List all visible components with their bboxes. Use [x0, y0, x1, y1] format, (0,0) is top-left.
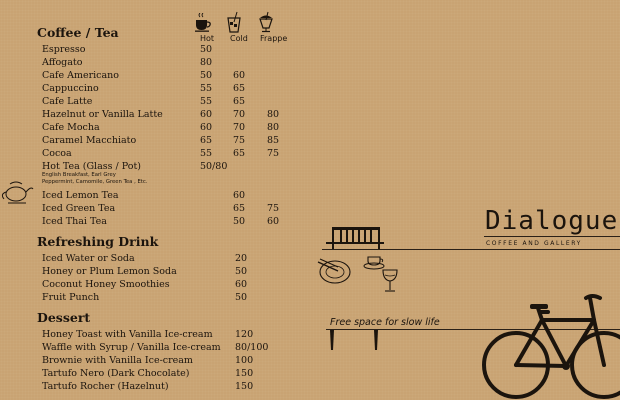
price-frappe: 75	[267, 203, 280, 214]
menu-item-name: Iced Water or Soda	[42, 253, 135, 264]
menu-item-name: Iced Lemon Tea	[42, 190, 119, 201]
menu-item-name: Waffle with Syrup / Vanilla Ice-cream	[42, 342, 221, 353]
menu-item-name: Cappuccino	[42, 83, 99, 94]
price-hot: 65	[200, 135, 213, 146]
teapot-icon	[0, 178, 34, 208]
menu-item-name: Fruit Punch	[42, 292, 100, 303]
hot-cup-icon	[193, 13, 213, 33]
bench-icon	[326, 225, 384, 250]
menu-item-name: Cafe Americano	[42, 70, 119, 81]
menu-item-name: Brownie with Vanilla Ice-cream	[42, 355, 193, 366]
menu-item-name: Hot Tea (Glass / Pot)	[42, 161, 141, 172]
section-heading: Refreshing Drink	[37, 234, 159, 249]
price-cold: 65	[233, 96, 246, 107]
tagline: Free space for slow life	[330, 317, 440, 328]
price-frappe: 75	[267, 148, 280, 159]
price-price: 120	[235, 329, 254, 340]
price-frappe: 85	[267, 135, 280, 146]
menu-item-name: Iced Green Tea	[42, 203, 116, 214]
menu-item-name: Cafe Latte	[42, 96, 93, 107]
price-price: 150	[235, 368, 254, 379]
price-hot: 55	[200, 96, 213, 107]
price-price: 150	[235, 381, 254, 392]
menu-item-name: Cocoa	[42, 148, 72, 159]
iced-glass-icon	[225, 11, 243, 33]
price-hot: 50/80	[200, 161, 228, 172]
price-price: 60	[235, 279, 248, 290]
section-heading: Dessert	[37, 310, 91, 325]
price-hot: 50	[200, 44, 213, 55]
menu-item-name: Honey or Plum Lemon Soda	[42, 266, 177, 277]
section-heading: Coffee / Tea	[37, 25, 119, 40]
price-hot: 60	[200, 109, 213, 120]
menu-item-name: Coconut Honey Smoothies	[42, 279, 170, 290]
price-price: 100	[235, 355, 254, 366]
menu-item-name: Honey Toast with Vanilla Ice-cream	[42, 329, 213, 340]
price-cold: 60	[233, 70, 246, 81]
menu-item-name: Affogato	[42, 57, 83, 68]
wine-glass-icon	[380, 268, 400, 294]
menu-item-name: Hazelnut or Vanilla Latte	[42, 109, 163, 120]
price-hot: 55	[200, 148, 213, 159]
brand-underline	[484, 236, 620, 237]
plate-icon	[316, 258, 352, 286]
price-price: 50	[235, 266, 248, 277]
tea-varieties-line: English Breakfast, Earl Grey	[42, 172, 116, 178]
price-cold: 65	[233, 83, 246, 94]
price-hot: 80	[200, 57, 213, 68]
menu-item-name: Tartufo Rocher (Hazelnut)	[42, 381, 169, 392]
brand-subtitle: COFFEE AND GALLERY	[486, 240, 582, 247]
price-cold: 60	[233, 190, 246, 201]
menu-item-name: Caramel Macchiato	[42, 135, 137, 146]
frappe-glass-icon	[257, 11, 275, 33]
price-cold: 50	[233, 216, 246, 227]
column-header-frappe: Frappe	[260, 34, 288, 43]
table-legs-icon	[326, 330, 386, 352]
price-frappe: 60	[267, 216, 280, 227]
price-frappe: 80	[267, 109, 280, 120]
price-hot: 55	[200, 83, 213, 94]
price-hot: 60	[200, 122, 213, 133]
tea-varieties-line: Peppermint, Camomile, Green Tea , Etc.	[42, 179, 148, 185]
price-cold: 70	[233, 109, 246, 120]
menu-item-name: Cafe Mocha	[42, 122, 100, 133]
column-header-cold: Cold	[230, 34, 248, 43]
brand-name: Dialogue	[485, 206, 619, 236]
price-cold: 65	[233, 203, 246, 214]
price-price: 20	[235, 253, 248, 264]
menu-item-name: Espresso	[42, 44, 86, 55]
menu-item-name: Tartufo Nero (Dark Chocolate)	[42, 368, 190, 379]
column-header-hot: Hot	[200, 34, 215, 43]
price-cold: 65	[233, 148, 246, 159]
price-cold: 75	[233, 135, 246, 146]
menu-item-name: Iced Thai Tea	[42, 216, 107, 227]
bicycle-icon	[482, 290, 620, 400]
price-hot: 50	[200, 70, 213, 81]
price-frappe: 80	[267, 122, 280, 133]
price-cold: 70	[233, 122, 246, 133]
price-price: 80/100	[235, 342, 269, 353]
price-price: 50	[235, 292, 248, 303]
